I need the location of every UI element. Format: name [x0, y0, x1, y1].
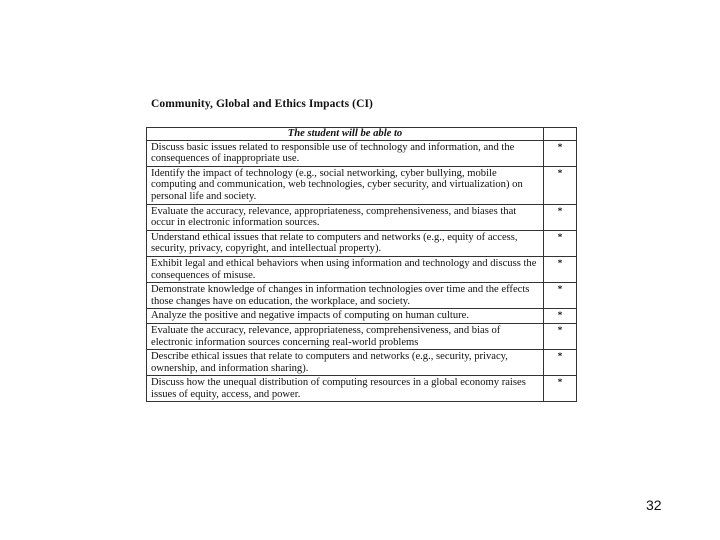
- standard-text: Analyze the positive and negative impacts of computing on human culture.: [147, 309, 544, 324]
- standard-text: Evaluate the accuracy, relevance, appropriateness, comprehensiveness, and biases that occur in electronic information sources.: [147, 204, 544, 230]
- standard-text: Discuss basic issues related to responsible use of technology and information, and the consequences of inappropriate use.: [147, 140, 544, 166]
- standard-mark: *: [544, 230, 577, 256]
- section-title: Community, Global and Ethics Impacts (CI): [151, 98, 373, 110]
- table-header-label: The student will be able to: [147, 128, 544, 141]
- standard-mark: *: [544, 256, 577, 282]
- standard-mark: *: [544, 376, 577, 402]
- standard-text: Describe ethical issues that relate to computers and networks (e.g., security, privacy, ownership, and information sharing).: [147, 350, 544, 376]
- standards-table: [146, 127, 577, 402]
- table-header-row: [147, 128, 577, 141]
- standard-text: Exhibit legal and ethical behaviors when using information and technology and discuss the consequences of misuse.: [147, 256, 544, 282]
- standard-text: Discuss how the unequal distribution of computing resources in a global economy raises issues of equity, access, and power.: [147, 376, 544, 402]
- table-header-mark: [544, 128, 577, 141]
- table-body: [147, 140, 577, 402]
- standard-mark: *: [544, 204, 577, 230]
- standard-mark: *: [544, 350, 577, 376]
- page-number: 32: [646, 497, 662, 513]
- standard-mark: *: [544, 283, 577, 309]
- standard-text: Demonstrate knowledge of changes in information technologies over time and the effects those changes have on education, the workplace, and society.: [147, 283, 544, 309]
- table-row: [147, 256, 577, 282]
- standard-mark: *: [544, 309, 577, 324]
- standard-mark: *: [544, 166, 577, 204]
- table-row: [147, 204, 577, 230]
- table-row: [147, 140, 577, 166]
- table-row: [147, 376, 577, 402]
- table-row: [147, 230, 577, 256]
- table-row: [147, 323, 577, 349]
- standard-mark: *: [544, 323, 577, 349]
- table-row: [147, 283, 577, 309]
- standard-text: Understand ethical issues that relate to computers and networks (e.g., equity of access, security, privacy, copyright, and intellectual property).: [147, 230, 544, 256]
- table-row: [147, 350, 577, 376]
- standard-text: Evaluate the accuracy, relevance, appropriateness, comprehensiveness, and bias of electronic information sources concerning real-world problems: [147, 323, 544, 349]
- table-row: [147, 166, 577, 204]
- table-row: [147, 309, 577, 324]
- standard-text: Identify the impact of technology (e.g., social networking, cyber bullying, mobile computing and communication, web technologies, cyber security, and virtualization) on personal life and society.: [147, 166, 544, 204]
- standard-mark: *: [544, 140, 577, 166]
